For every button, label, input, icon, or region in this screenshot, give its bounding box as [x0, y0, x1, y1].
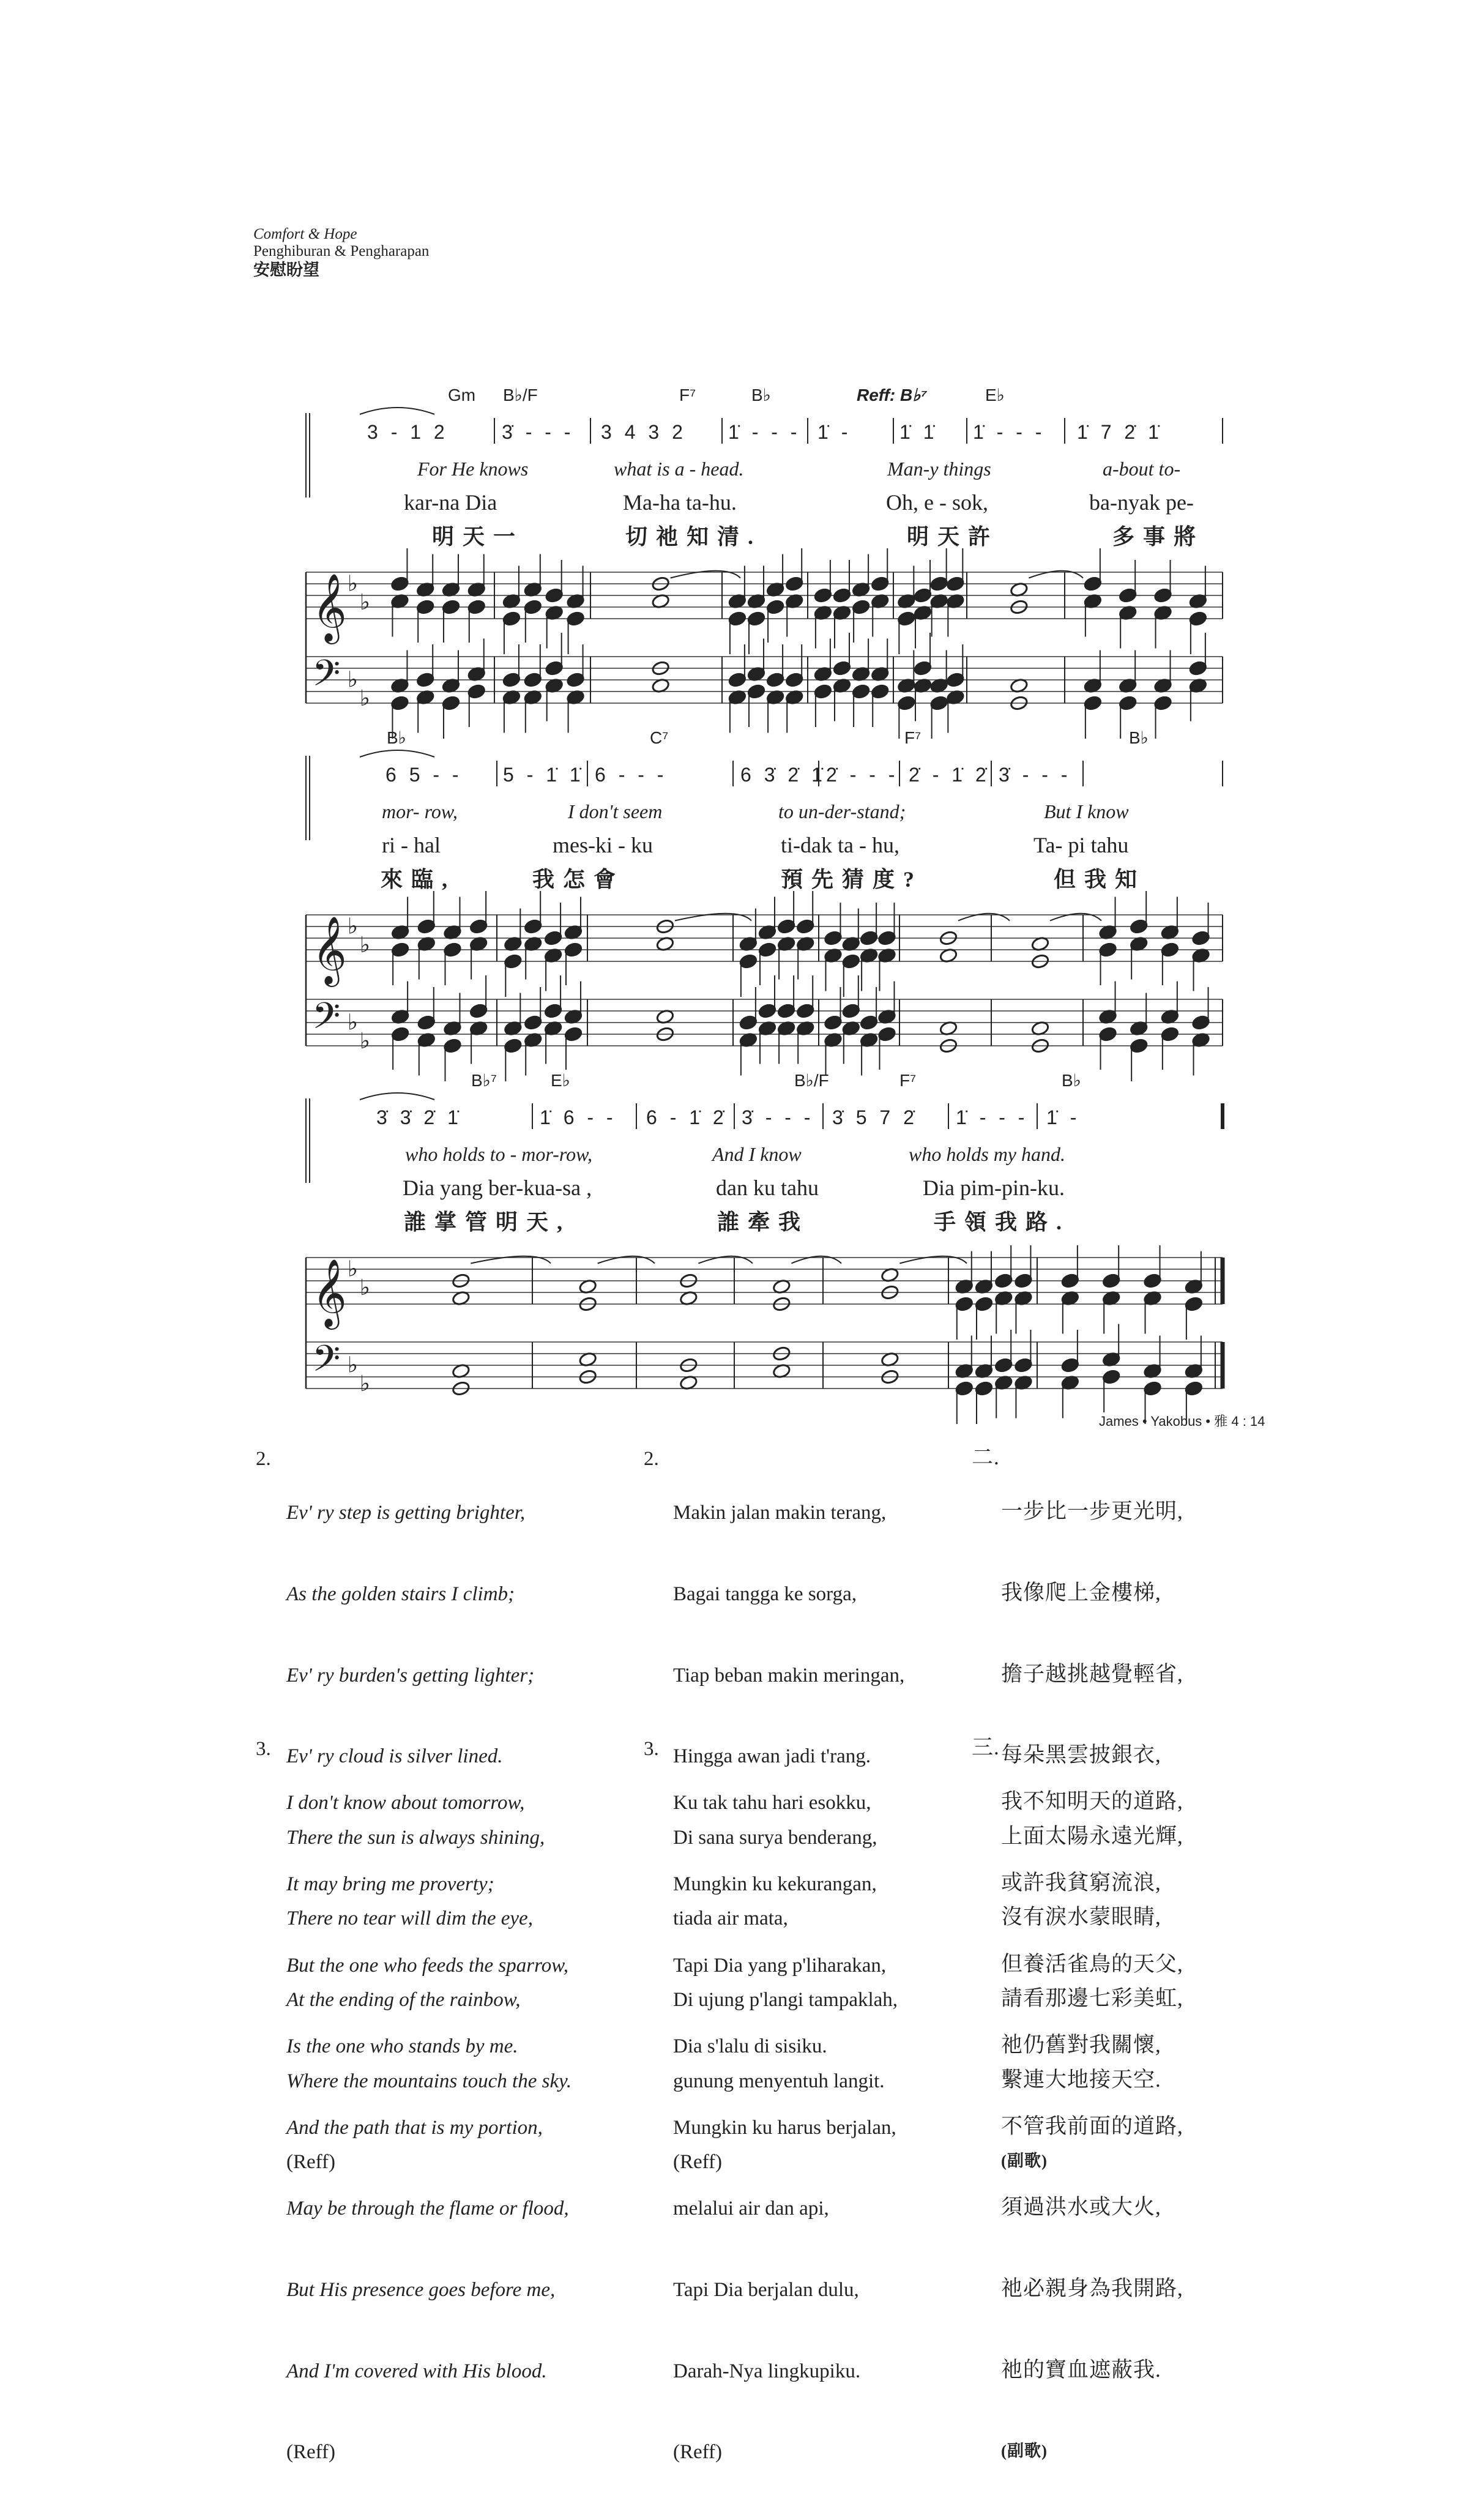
note-head: [946, 576, 965, 592]
note-head: [545, 587, 564, 603]
note-head: [852, 684, 871, 699]
verse-line: Tapi Dia yang p'liharakan,: [673, 1954, 887, 1977]
scripture-reference: James • Yakobus • 雅 4 : 14: [1099, 1414, 1265, 1429]
note-head: [390, 695, 409, 711]
verse-line: 祂必親身為我開路,: [1001, 2276, 1183, 2301]
number-notation: 6 - 1̇ 2̇: [646, 1106, 728, 1128]
note-head: [994, 1273, 1013, 1289]
note-head: [833, 587, 852, 603]
chord-symbol: B♭⁷: [471, 1071, 497, 1090]
verse-line: 祂的寶血遮蔽我.: [1001, 2357, 1161, 2382]
lyric-english: who holds my hand.: [909, 1143, 1065, 1165]
note-head: [443, 1038, 462, 1054]
verse-line: Ev' ry cloud is silver lined.: [286, 1745, 503, 1768]
note-head: [833, 660, 852, 676]
note-head: [524, 599, 543, 615]
refrain-marker: (Reff): [673, 2441, 723, 2464]
note-head: [391, 942, 410, 958]
note-head: [758, 942, 777, 958]
note-head: [1130, 919, 1149, 934]
number-notation: 6 5 - -: [385, 764, 463, 786]
verse-number: 三.: [972, 1735, 1000, 1759]
note-head: [728, 672, 747, 688]
bass-clef-icon: 𝄢: [312, 652, 341, 703]
verse-line: Ev' ry burden's getting lighter;: [286, 1664, 535, 1687]
note-head: [955, 1296, 974, 1312]
lyric-chinese: 但我知: [1054, 867, 1146, 892]
verse-line: 或許我貧窮流浪,: [1001, 1871, 1161, 1895]
verse-line: But the one who feeds the sparrow,: [286, 1954, 569, 1977]
lyric-english: For He knows: [417, 458, 529, 480]
category-zh: 安慰盼望: [253, 261, 319, 279]
chord-symbol: E♭: [985, 386, 1005, 404]
verse-line: 一步比一步更光明,: [1001, 1499, 1183, 1524]
note-head: [524, 919, 543, 934]
lyric-chinese: 多事將: [1112, 524, 1205, 549]
note-head: [524, 672, 543, 688]
verse-line: 我不知明天的道路,: [1001, 1789, 1183, 1814]
number-notation: 1̇ 7 2̇ 1̇: [1077, 421, 1163, 443]
flat-icon: ♭: [360, 589, 370, 615]
lyric-indonesian: Ma-ha ta-hu.: [623, 490, 737, 515]
lyric-chinese: 明天許: [907, 524, 999, 549]
note-head: [1191, 930, 1210, 946]
verse-line: Is the one who stands by me.: [286, 2035, 518, 2058]
note-head: [442, 599, 461, 615]
verse-line: There no tear will dim the eye,: [286, 1907, 533, 1930]
note-head: [766, 672, 785, 688]
refrain-marker: (Reff): [673, 2151, 723, 2174]
category-id: Penghiburan & Pengharapan: [253, 243, 430, 259]
number-notation: 3̇ - - -: [742, 1106, 814, 1128]
number-notation: 1̇ - - -: [973, 421, 1046, 443]
verse-line: Makin jalan makin terang,: [673, 1502, 887, 1524]
note-head: [796, 919, 815, 934]
verse-line: Tiap beban makin meringan,: [673, 1664, 905, 1687]
verse-line: Mungkin ku harus berjalan,: [673, 2116, 896, 2139]
flat-icon: ♭: [348, 1352, 358, 1378]
note-head: [1102, 1273, 1121, 1289]
lyric-chinese: 我怎會: [532, 867, 625, 892]
flat-icon: ♭: [348, 1256, 358, 1282]
number-notation: 2̇ - 1̇ 2̇: [909, 764, 990, 786]
refrain-marker: (副歌): [1001, 2152, 1048, 2171]
note-head: [1191, 1015, 1210, 1031]
chord-symbol: Reff: B♭⁷: [857, 386, 928, 404]
number-notation: 1̇ -: [1046, 1106, 1081, 1128]
note-head: [739, 953, 758, 969]
note-head: [564, 1026, 583, 1042]
chord-symbol: C⁷: [650, 728, 669, 747]
note-head: [814, 587, 833, 603]
note-head: [975, 1381, 994, 1396]
note-head: [824, 1015, 843, 1031]
number-notation: 1̇ 1̇: [899, 421, 938, 443]
note-head: [504, 953, 523, 969]
flat-icon: ♭: [348, 1010, 358, 1035]
note-head: [877, 930, 896, 946]
verse-line: 繫連大地接天空.: [1001, 2067, 1161, 2092]
chord-symbol: F⁷: [899, 1071, 917, 1090]
lyric-indonesian: mes-ki - ku: [553, 833, 653, 857]
verse-line: melalui air dan api,: [673, 2198, 829, 2220]
verse-line: 不管我前面的道路,: [1001, 2114, 1183, 2138]
flat-icon: ♭: [360, 685, 370, 711]
chord-symbol: F⁷: [904, 728, 922, 747]
note-head: [416, 672, 435, 688]
note-head: [897, 611, 916, 627]
note-head: [914, 587, 933, 603]
verse-line: At the ending of the rainbow,: [286, 1989, 521, 2011]
note-head: [777, 919, 796, 934]
note-head: [416, 599, 435, 615]
number-notation: 6 - - -: [595, 764, 668, 786]
note-head: [1084, 576, 1103, 592]
lyric-indonesian: Ta- pi tahu: [1033, 833, 1129, 857]
lyric-english: But I know: [1044, 800, 1129, 822]
lyric-english: a-bout to-: [1103, 458, 1181, 480]
flat-icon: ♭: [360, 1028, 370, 1054]
treble-clef-icon: 𝄞: [312, 1258, 347, 1327]
chord-symbol: F⁷: [679, 386, 696, 404]
lyric-indonesian: Dia pim-pin-ku.: [923, 1176, 1065, 1200]
category-en: Comfort & Hope: [253, 226, 357, 242]
note-head: [391, 1026, 410, 1042]
refrain-marker: (副歌): [1001, 2442, 1048, 2461]
bass-clef-icon: 𝄢: [312, 1337, 341, 1389]
chord-symbol: Gm: [448, 386, 476, 404]
lyric-indonesian: ba-nyak pe-: [1089, 490, 1194, 515]
lyric-english: I don't seem: [568, 800, 663, 822]
verse-line: Ev' ry step is getting brighter,: [286, 1502, 526, 1524]
treble-clef-icon: 𝄞: [312, 573, 347, 641]
note-head: [975, 1296, 994, 1312]
note-head: [1102, 1369, 1121, 1385]
lyric-indonesian: ri - hal: [382, 833, 441, 857]
note-head: [467, 684, 486, 699]
note-head: [852, 599, 871, 615]
verse-line: gunung menyentuh langit.: [673, 2070, 885, 2092]
note-head: [766, 599, 785, 615]
verse-line: 上面太陽永遠光輝,: [1001, 1824, 1183, 1848]
number-notation: 3̇ 5 7 2̇: [832, 1106, 918, 1128]
flat-icon: ♭: [348, 571, 358, 597]
verse-number: 二.: [972, 1445, 1000, 1469]
note-head: [842, 1003, 861, 1019]
note-head: [1084, 695, 1103, 711]
number-notation: 3̇ - - -: [999, 764, 1071, 786]
lyric-chinese: 來臨,: [381, 867, 456, 892]
number-notation: 6 3̇ 2̇ 1̇: [740, 764, 826, 786]
verse-line: Tapi Dia berjalan dulu,: [673, 2279, 859, 2302]
note-head: [929, 576, 948, 592]
number-notation: 1̇ -: [817, 421, 852, 443]
verse-line: 須過洪水或大火,: [1001, 2195, 1161, 2220]
note-head: [871, 684, 890, 699]
slur: [360, 750, 434, 757]
note-head: [1161, 942, 1180, 958]
note-head: [739, 1015, 758, 1031]
note-head: [1185, 1381, 1204, 1396]
number-notation: 3 4 3 2: [601, 421, 687, 443]
verse-line: Where the mountains touch the sky.: [286, 2070, 572, 2092]
treble-clef-icon: 𝄞: [312, 915, 347, 984]
verse-line: Di ujung p'langi tampaklah,: [673, 1989, 898, 2011]
lyric-english: mor- row,: [382, 800, 458, 822]
verse-line: And I'm covered with His blood.: [286, 2360, 547, 2382]
verse-line: Bagai tangga ke sorga,: [673, 1583, 857, 1606]
verse-line: tiada air mata,: [673, 1907, 788, 1930]
verse-number: 2.: [644, 1448, 659, 1470]
flat-icon: ♭: [348, 667, 358, 693]
number-notation: 2̇ - - -: [826, 764, 899, 786]
refrain-marker: (Reff): [286, 2151, 336, 2174]
lyric-indonesian: kar-na Dia: [404, 490, 497, 515]
note-head: [1130, 1038, 1149, 1054]
lyric-english: to un-der-stand;: [778, 800, 906, 822]
note-head: [814, 684, 833, 699]
verse-line: 請看那邊七彩美虹,: [1001, 1986, 1183, 2011]
verse-line: But His presence goes before me,: [286, 2279, 556, 2302]
note-head: [871, 576, 890, 592]
note-head: [1061, 1273, 1080, 1289]
note-head: [824, 930, 843, 946]
note-head: [566, 672, 585, 688]
note-head: [469, 919, 488, 934]
note-head: [1014, 1357, 1033, 1373]
note-head: [524, 1015, 543, 1031]
number-notation: 3̇ - - -: [502, 421, 575, 443]
lyric-english: who holds to - mor-row,: [405, 1143, 593, 1165]
note-head: [1014, 1273, 1033, 1289]
lyric-chinese: 預先猜度?: [781, 867, 923, 892]
note-head: [502, 611, 521, 627]
note-head: [747, 684, 766, 699]
note-head: [502, 672, 521, 688]
verse-line: Hingga awan jadi t'rang.: [673, 1745, 871, 1768]
verse-line: 沒有淚水蒙眼睛,: [1001, 1905, 1161, 1929]
note-head: [417, 1015, 436, 1031]
slur: [360, 408, 434, 414]
chord-symbol: B♭/F: [794, 1071, 829, 1090]
verse-number: 3.: [256, 1738, 271, 1760]
verse-line: Ku tak tahu hari esokku,: [673, 1792, 871, 1814]
flat-icon: ♭: [360, 1371, 370, 1396]
chord-symbol: B♭: [1129, 728, 1149, 747]
chord-symbol: B♭/F: [503, 386, 538, 404]
note-head: [860, 930, 879, 946]
note-head: [1119, 695, 1138, 711]
note-head: [955, 1381, 974, 1396]
bass-clef-icon: 𝄢: [312, 994, 341, 1046]
note-head: [504, 1038, 523, 1054]
verse-line: 祂仍舊對我關懷,: [1001, 2033, 1161, 2057]
number-notation: 1̇ - - -: [728, 421, 801, 443]
note-head: [877, 1026, 896, 1042]
flat-icon: ♭: [360, 1275, 370, 1300]
number-notation: 1̇ 6 - -: [540, 1106, 617, 1128]
verse-line: As the golden stairs I climb;: [286, 1583, 515, 1606]
lyric-indonesian: dan ku tahu: [716, 1176, 819, 1200]
note-head: [897, 695, 916, 711]
verse-line: There the sun is always shining,: [286, 1826, 545, 1849]
note-head: [777, 1003, 796, 1019]
refrain-marker: (Reff): [286, 2441, 336, 2464]
note-head: [443, 942, 462, 958]
note-head: [1153, 587, 1172, 603]
note-head: [442, 695, 461, 711]
verse-line: 我像爬上金樓梯,: [1001, 1581, 1161, 1605]
verse-line: Mungkin ku kekurangan,: [673, 1873, 877, 1896]
verse-line: Di sana surya benderang,: [673, 1826, 877, 1849]
note-head: [1098, 1026, 1117, 1042]
verse-line: It may bring me proverty;: [286, 1873, 494, 1896]
verse-line: 但養活雀鳥的天父,: [1001, 1952, 1183, 1976]
note-head: [1119, 587, 1138, 603]
lyric-english: what is a - head.: [614, 458, 744, 480]
chord-symbol: B♭: [751, 386, 771, 404]
note-head: [1189, 660, 1208, 676]
verse-line: I don't know about tomorrow,: [286, 1792, 525, 1814]
verse-line: 每朵黑雲披銀衣,: [1001, 1743, 1161, 1767]
note-head: [564, 942, 583, 958]
note-head: [1143, 1381, 1162, 1396]
flat-icon: ♭: [360, 932, 370, 958]
verse-line: Darah-Nya lingkupiku.: [673, 2360, 861, 2382]
note-head: [544, 930, 563, 946]
verse-number: 3.: [644, 1738, 659, 1760]
note-head: [545, 660, 564, 676]
note-head: [417, 919, 436, 934]
number-notation: 3̇ 3̇ 2̇ 1̇: [376, 1106, 462, 1128]
note-head: [1161, 1026, 1180, 1042]
note-head: [914, 660, 933, 676]
note-head: [796, 1003, 815, 1019]
verse-line: 擔子越挑越覺輕省,: [1001, 1661, 1183, 1686]
lyric-indonesian: Oh, e - sok,: [886, 490, 988, 515]
chord-symbol: B♭: [387, 728, 406, 747]
lyric-english: And I know: [712, 1143, 802, 1165]
flat-icon: ♭: [348, 914, 358, 939]
number-notation: 1̇ - - -: [956, 1106, 1029, 1128]
lyric-indonesian: Dia yang ber-kua-sa ,: [403, 1176, 592, 1200]
note-head: [946, 672, 965, 688]
number-notation: 5 - 1̇ 1̇: [503, 764, 584, 786]
note-head: [544, 1003, 563, 1019]
note-head: [929, 695, 948, 711]
verse-line: May be through the flame or flood,: [286, 2198, 569, 2220]
number-notation: 3 - 1 2: [367, 421, 449, 443]
note-head: [469, 1003, 488, 1019]
lyric-chinese: 誰牽我: [717, 1210, 810, 1234]
chord-symbol: B♭: [1062, 1071, 1081, 1090]
note-head: [728, 611, 747, 627]
note-head: [1143, 1273, 1162, 1289]
verse-line: And the path that is my portion,: [286, 2116, 543, 2139]
verse-number: 2.: [256, 1448, 271, 1470]
note-head: [758, 1003, 777, 1019]
lyric-chinese: 明天一: [432, 524, 524, 549]
lyric-chinese: 手領我路.: [934, 1210, 1071, 1234]
lyric-chinese: 誰掌管明天,: [404, 1210, 572, 1234]
slur: [360, 1093, 434, 1100]
note-head: [467, 599, 486, 615]
note-head: [842, 953, 861, 969]
note-head: [860, 1015, 879, 1031]
note-head: [1189, 611, 1208, 627]
chord-symbol: E♭: [551, 1071, 570, 1090]
note-head: [785, 672, 804, 688]
note-head: [1153, 695, 1172, 711]
note-head: [747, 611, 766, 627]
verse-line: Dia s'lalu di sisiku.: [673, 2035, 827, 2058]
lyric-english: Man-y things: [887, 458, 991, 480]
note-head: [390, 576, 409, 592]
note-head: [994, 1357, 1013, 1373]
note-head: [1098, 942, 1117, 958]
lyric-chinese: 切祂知清.: [625, 524, 762, 549]
note-head: [1061, 1357, 1080, 1373]
lyric-indonesian: ti-dak ta - hu,: [781, 833, 899, 857]
note-head: [566, 611, 585, 627]
note-head: [1185, 1296, 1204, 1312]
note-head: [785, 576, 804, 592]
